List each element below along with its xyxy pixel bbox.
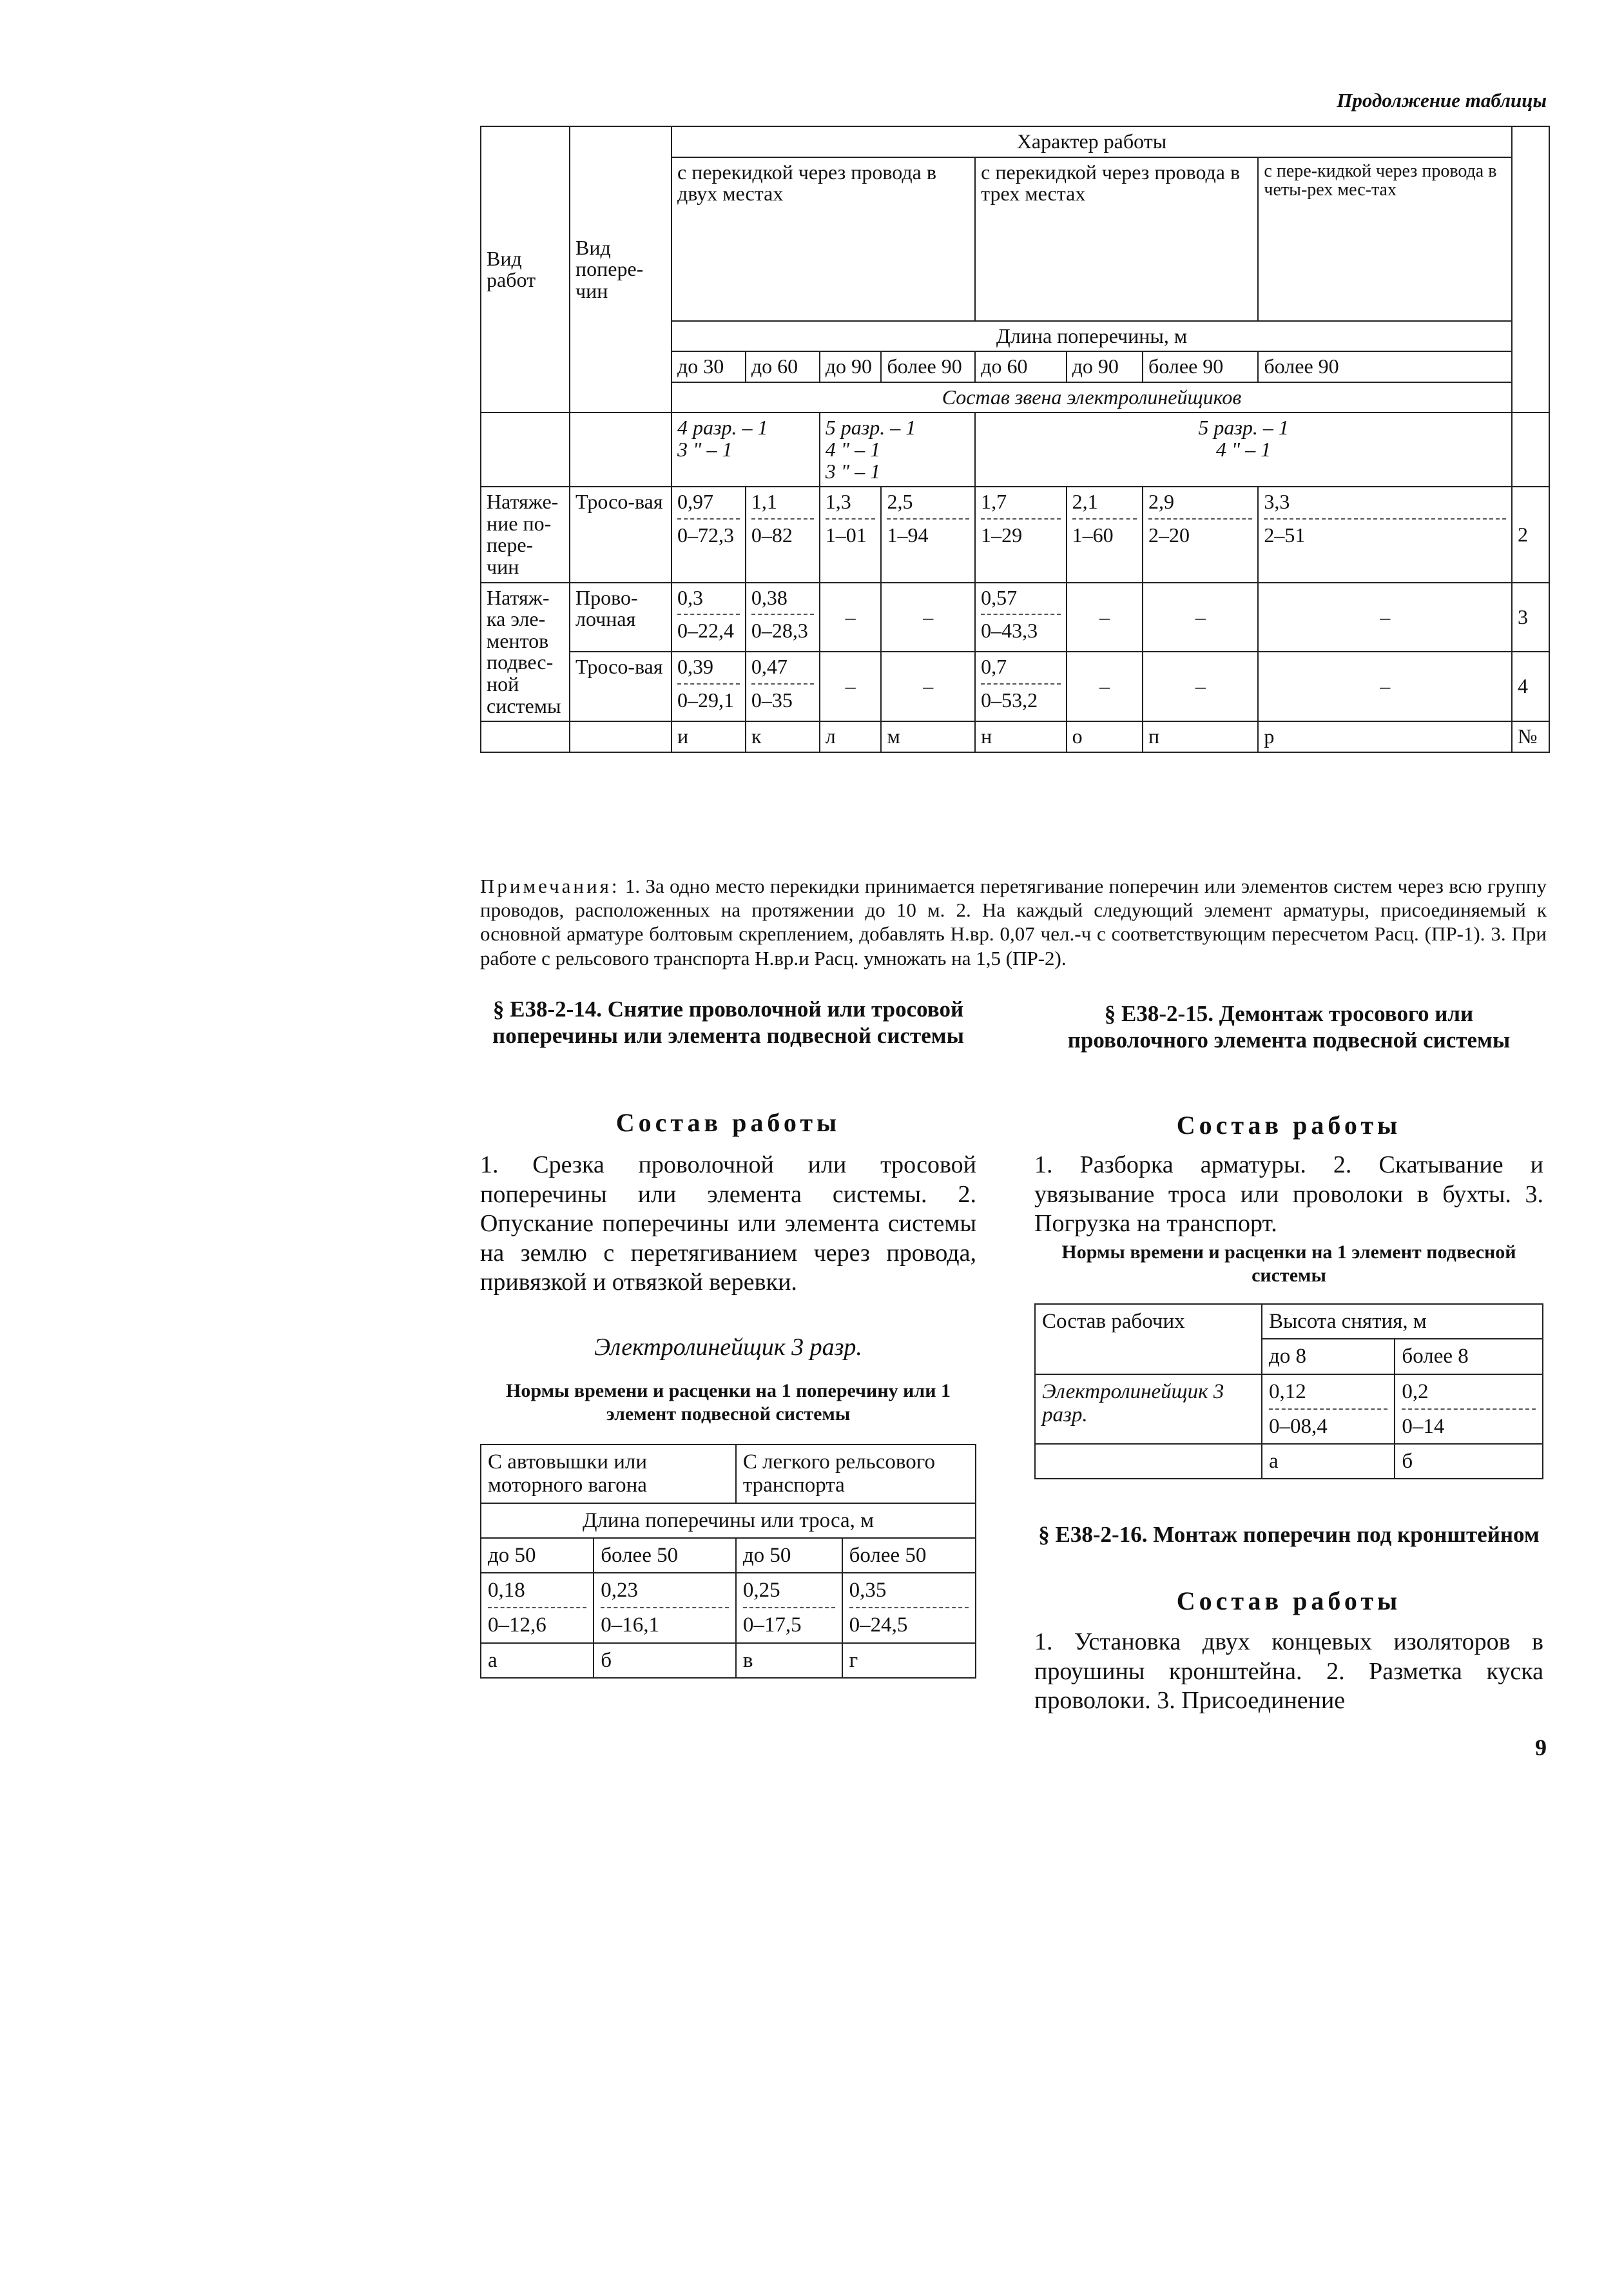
- main-norms-table: [480, 126, 1550, 753]
- char-two-places: с перекидкой через провода в двух местах: [672, 157, 975, 321]
- length-cell: более 90: [1143, 351, 1258, 382]
- s14-column-letter: а: [481, 1643, 594, 1678]
- s14-value-cell: 0,23 0–16,1: [594, 1573, 736, 1643]
- column-letter: к: [746, 721, 820, 752]
- value-cell: –: [1067, 583, 1143, 652]
- section-14-table: [480, 1444, 976, 1679]
- work-type: Натяж-ка эле-ментов подвес-ной системы: [481, 583, 570, 722]
- s14-length-cell: до 50: [736, 1538, 842, 1573]
- col-number-header: [1512, 126, 1549, 413]
- crew-group-1: 4 разр. – 1 3 " – 1: [672, 413, 820, 487]
- column-letter: н: [975, 721, 1066, 752]
- value-cell: –: [820, 583, 882, 652]
- value-cell: –: [820, 652, 882, 721]
- s14-length-label: Длина поперечины или троса, м: [481, 1503, 976, 1538]
- work-character-header: Характер работы: [672, 126, 1512, 157]
- crossbar-type: Тросо-вая: [570, 652, 672, 721]
- section-14-table-caption: Нормы времени и расценки на 1 поперечину или 1 элемент подвесной системы: [506, 1380, 951, 1425]
- value-cell: –: [1258, 583, 1512, 652]
- value-cell: –: [1067, 652, 1143, 721]
- crossbar-type: Тросо-вая: [570, 487, 672, 582]
- crew-spacer: [481, 413, 570, 487]
- s14-value-cell: 0,35 0–24,5: [842, 1573, 976, 1643]
- crew-label: Состав звена электролинейщиков: [672, 382, 1512, 413]
- s14-value-cell: 0,18 0–12,6: [481, 1573, 594, 1643]
- crew-spacer: [1512, 413, 1549, 487]
- section-15-table-caption: Нормы времени и расценки на 1 элемент подвесной системы: [1061, 1241, 1516, 1286]
- table-row: [481, 652, 1549, 721]
- section-15-sostav: Состав работы: [1176, 1111, 1402, 1140]
- value-cell: –: [881, 583, 975, 652]
- column-letter: л: [820, 721, 882, 752]
- value-cell: 0,38 0–28,3: [746, 583, 820, 652]
- crew-group-2: 5 разр. – 1 4 " – 1 3 " – 1: [820, 413, 975, 487]
- value-cell: 3,3 2–51: [1258, 487, 1512, 582]
- column-letter: п: [1143, 721, 1258, 752]
- s15-col-header: до 8: [1262, 1339, 1395, 1374]
- s14-header-1: С автовышки или моторного вагона: [481, 1445, 736, 1503]
- length-cell: более 90: [1258, 351, 1512, 382]
- row-number: 4: [1512, 652, 1549, 721]
- s15-col-header: более 8: [1395, 1339, 1543, 1374]
- s14-column-letter: б: [594, 1643, 736, 1678]
- char-three-places: с перекидкой через провода в трех местах: [975, 157, 1258, 321]
- s15-worker: Электролинейщик 3 разр.: [1035, 1374, 1262, 1445]
- column-letter: №: [1512, 721, 1549, 752]
- row-number: 3: [1512, 583, 1549, 652]
- value-cell: –: [1258, 652, 1512, 721]
- value-cell: 0,97 0–72,3: [672, 487, 746, 582]
- table-row: [481, 583, 1549, 652]
- length-cell: до 60: [975, 351, 1066, 382]
- page-number: 9: [1535, 1735, 1547, 1760]
- letters-row: [481, 721, 1549, 752]
- s15-header-2: Высота снятия, м: [1262, 1304, 1543, 1339]
- length-cell: до 60: [746, 351, 820, 382]
- s15-column-letter: а: [1262, 1444, 1395, 1479]
- letters-spacer: [570, 721, 672, 752]
- s14-length-cell: до 50: [481, 1538, 594, 1573]
- column-letter: м: [881, 721, 975, 752]
- section-14-sostav: Состав работы: [615, 1108, 841, 1137]
- section-15-title: § Е38-2-15. Демонтаж тросового или проволочного элемента подвесной системы: [1067, 1001, 1511, 1053]
- letters-spacer: [481, 721, 570, 752]
- table-row: [481, 487, 1549, 582]
- value-cell: 0,57 0–43,3: [975, 583, 1066, 652]
- section-15-table: [1034, 1303, 1543, 1479]
- work-type: Натяже-ние по-пере-чин: [481, 487, 570, 582]
- section-16-sostav: Состав работы: [1176, 1586, 1402, 1615]
- s14-column-letter: г: [842, 1643, 976, 1678]
- section-14-body: 1. Срезка проволочной или тросовой поперечины или элемента системы. 2. Опускание поперечины или элемента системы на землю с перетягиванием через провода, привязкой и отвязкой веревки.: [480, 1151, 976, 1296]
- length-cell: до 30: [672, 351, 746, 382]
- value-cell: –: [881, 652, 975, 721]
- s15-value-cell: 0,2 0–14: [1395, 1374, 1543, 1445]
- section-14-worker: Электролинейщик 3 разр.: [594, 1334, 862, 1361]
- s14-header-2: С легкого рельсового транспорта: [736, 1445, 976, 1503]
- s14-length-cell: более 50: [594, 1538, 736, 1573]
- length-cell: более 90: [881, 351, 975, 382]
- section-16-title: § Е38-2-16. Монтаж поперечин под кронштейном: [1038, 1522, 1540, 1547]
- s14-value-cell: 0,25 0–17,5: [736, 1573, 842, 1643]
- value-cell: 0,39 0–29,1: [672, 652, 746, 721]
- length-label: Длина поперечины, м: [672, 321, 1512, 352]
- value-cell: 1,3 1–01: [820, 487, 882, 582]
- continuation-label: Продолжение таблицы: [1337, 89, 1547, 112]
- length-cell: до 90: [820, 351, 882, 382]
- column-letter: о: [1067, 721, 1143, 752]
- crossbar-type: Прово-лочная: [570, 583, 672, 652]
- section-15-body: 1. Разборка арматуры. 2. Скатывание и увязывание троса или проволоки в бухты. 3. Погрузка на транспорт.: [1034, 1151, 1543, 1238]
- value-cell: 2,9 2–20: [1143, 487, 1258, 582]
- col-vid-poperechin: Вид попере-чин: [570, 126, 672, 413]
- value-cell: –: [1143, 652, 1258, 721]
- s14-column-letter: в: [736, 1643, 842, 1678]
- value-cell: 0,47 0–35: [746, 652, 820, 721]
- s15-value-cell: 0,12 0–08,4: [1262, 1374, 1395, 1445]
- column-letter: р: [1258, 721, 1512, 752]
- s15-letters-spacer: [1035, 1444, 1262, 1479]
- value-cell: 1,7 1–29: [975, 487, 1066, 582]
- notes-heading: Примечания:: [480, 875, 620, 897]
- s14-length-cell: более 50: [842, 1538, 976, 1573]
- notes-text: 1. За одно место перекидки принимается перетягивание поперечин или элементов систем через всю группу проводов, расположенных на протяжении до 10 м. 2. На каждый следующий элемент арматуры, присоединяемый к основной арматуре болтовым скреплением, добавлять Н.вр. 0,07 чел.-ч с соответствующим пересчетом Расц. (ПР-1). 3. При работе с рельсового транспорта Н.вр.и Расц. умножать на 1,5 (ПР-2).: [480, 875, 1547, 969]
- crew-group-3: 5 разр. – 1 4 " – 1: [975, 413, 1512, 487]
- section-16-body: 1. Установка двух концевых изоляторов в проушины кронштейна. 2. Разметка куска проволоки. 3. Присоединение: [1034, 1628, 1543, 1715]
- col-vid-rabot: Вид работ: [481, 126, 570, 413]
- s15-column-letter: б: [1395, 1444, 1543, 1479]
- length-cell: до 90: [1067, 351, 1143, 382]
- s15-header-1: Состав рабочих: [1035, 1304, 1262, 1374]
- value-cell: 2,5 1–94: [881, 487, 975, 582]
- section-14-title: § Е38-2-14. Снятие проволочной или тросовой поперечины или элемента подвесной системы: [492, 997, 964, 1049]
- value-cell: –: [1143, 583, 1258, 652]
- notes: [480, 874, 1547, 970]
- value-cell: 0,7 0–53,2: [975, 652, 1066, 721]
- value-cell: 0,3 0–22,4: [672, 583, 746, 652]
- row-number: 2: [1512, 487, 1549, 582]
- crew-spacer: [570, 413, 672, 487]
- value-cell: 2,1 1–60: [1067, 487, 1143, 582]
- column-letter: и: [672, 721, 746, 752]
- char-four-places: с пере-кидкой через провода в четы-рех мес-тах: [1258, 157, 1512, 321]
- value-cell: 1,1 0–82: [746, 487, 820, 582]
